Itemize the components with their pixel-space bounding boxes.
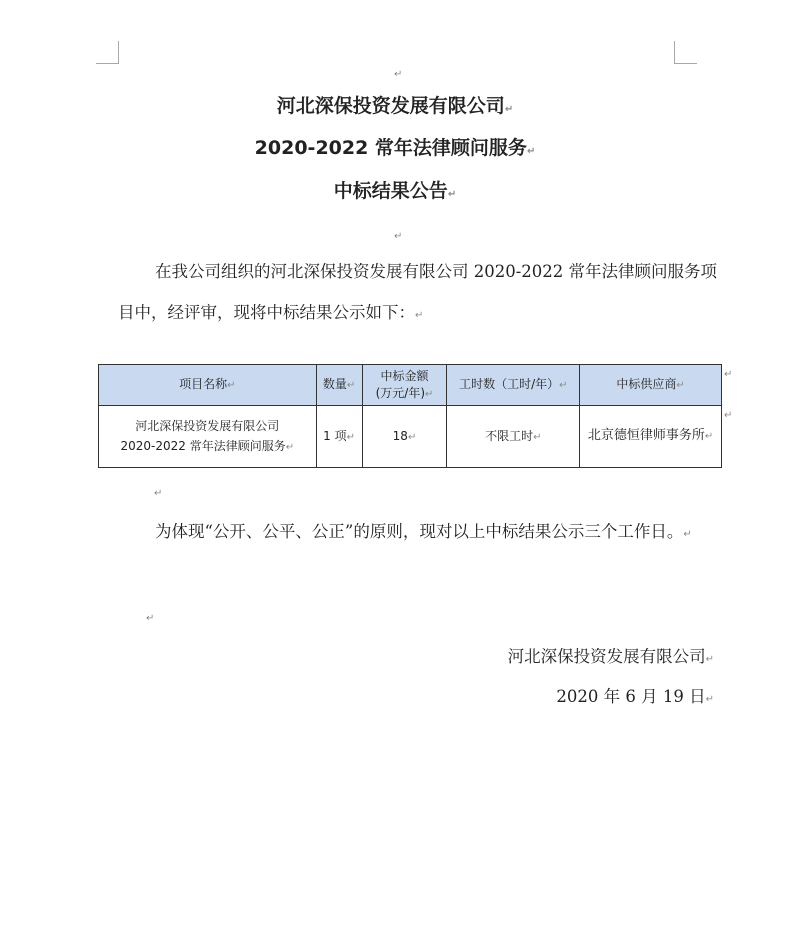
header-hours: 工时数（工时/年）↵ [447,365,580,406]
margin-corner-mark-top-left [96,41,119,64]
signature-company: 河北深保投资发展有限公司↵ [507,647,714,666]
paragraph-mark: ↵ [154,488,163,499]
empty-paragraph [146,610,154,626]
cell-quantity: 1 项↵ [316,406,362,468]
cell-supplier: 北京德恒律师事务所↵ [580,406,722,468]
cell-project-name: 河北深保投资发展有限公司 2020-2022 常年法律顾问服务↵ [99,406,317,468]
signature-date: 2020 年 6 月 19 日↵ [556,687,714,706]
title-line-3: 中标结果公告↵ [333,180,457,202]
empty-paragraph [394,228,402,244]
table-row [99,406,722,468]
header-quantity: 数量↵ [316,365,362,406]
margin-corner-mark-top-right [674,41,697,64]
cell-amount: 18↵ [362,406,447,468]
paragraph-mark: ↵ [447,189,457,200]
paragraph-mark: ↵ [683,529,692,540]
paragraph-mark: ↵ [146,613,155,624]
cell-hours: 不限工时↵ [447,406,580,468]
row-end-mark: ↵ [724,410,733,421]
closing-paragraph: 为体现“公开、公平、公正”的原则，现对以上中标结果公示三个工作日。↵ [155,522,692,541]
paragraph-mark: ↵ [415,310,424,321]
table-header-row [99,365,722,406]
paragraph-mark: ↵ [526,146,536,157]
header-project-name: 项目名称↵ [99,365,317,406]
title-line-2: 2020-2022 常年法律顾问服务↵ [254,137,536,159]
row-end-mark: ↵ [724,369,733,380]
header-supplier: 中标供应商↵ [580,365,722,406]
paragraph-mark: ↵ [394,231,403,242]
paragraph-mark: ↵ [705,654,714,665]
empty-paragraph [394,66,402,82]
intro-paragraph: 在我公司组织的河北深保投资发展有限公司 2020-2022 常年法律顾问服务项目中，经评审，现将中标结果公示如下：↵ [118,262,718,322]
empty-paragraph [154,485,162,501]
paragraph-mark: ↵ [705,694,714,705]
paragraph-mark: ↵ [504,104,514,115]
header-amount: 中标金额 (万元/年)↵ [362,365,447,406]
result-table [98,364,722,468]
title-line-1: 河北深保投资发展有限公司↵ [276,95,514,117]
paragraph-mark: ↵ [394,69,403,80]
